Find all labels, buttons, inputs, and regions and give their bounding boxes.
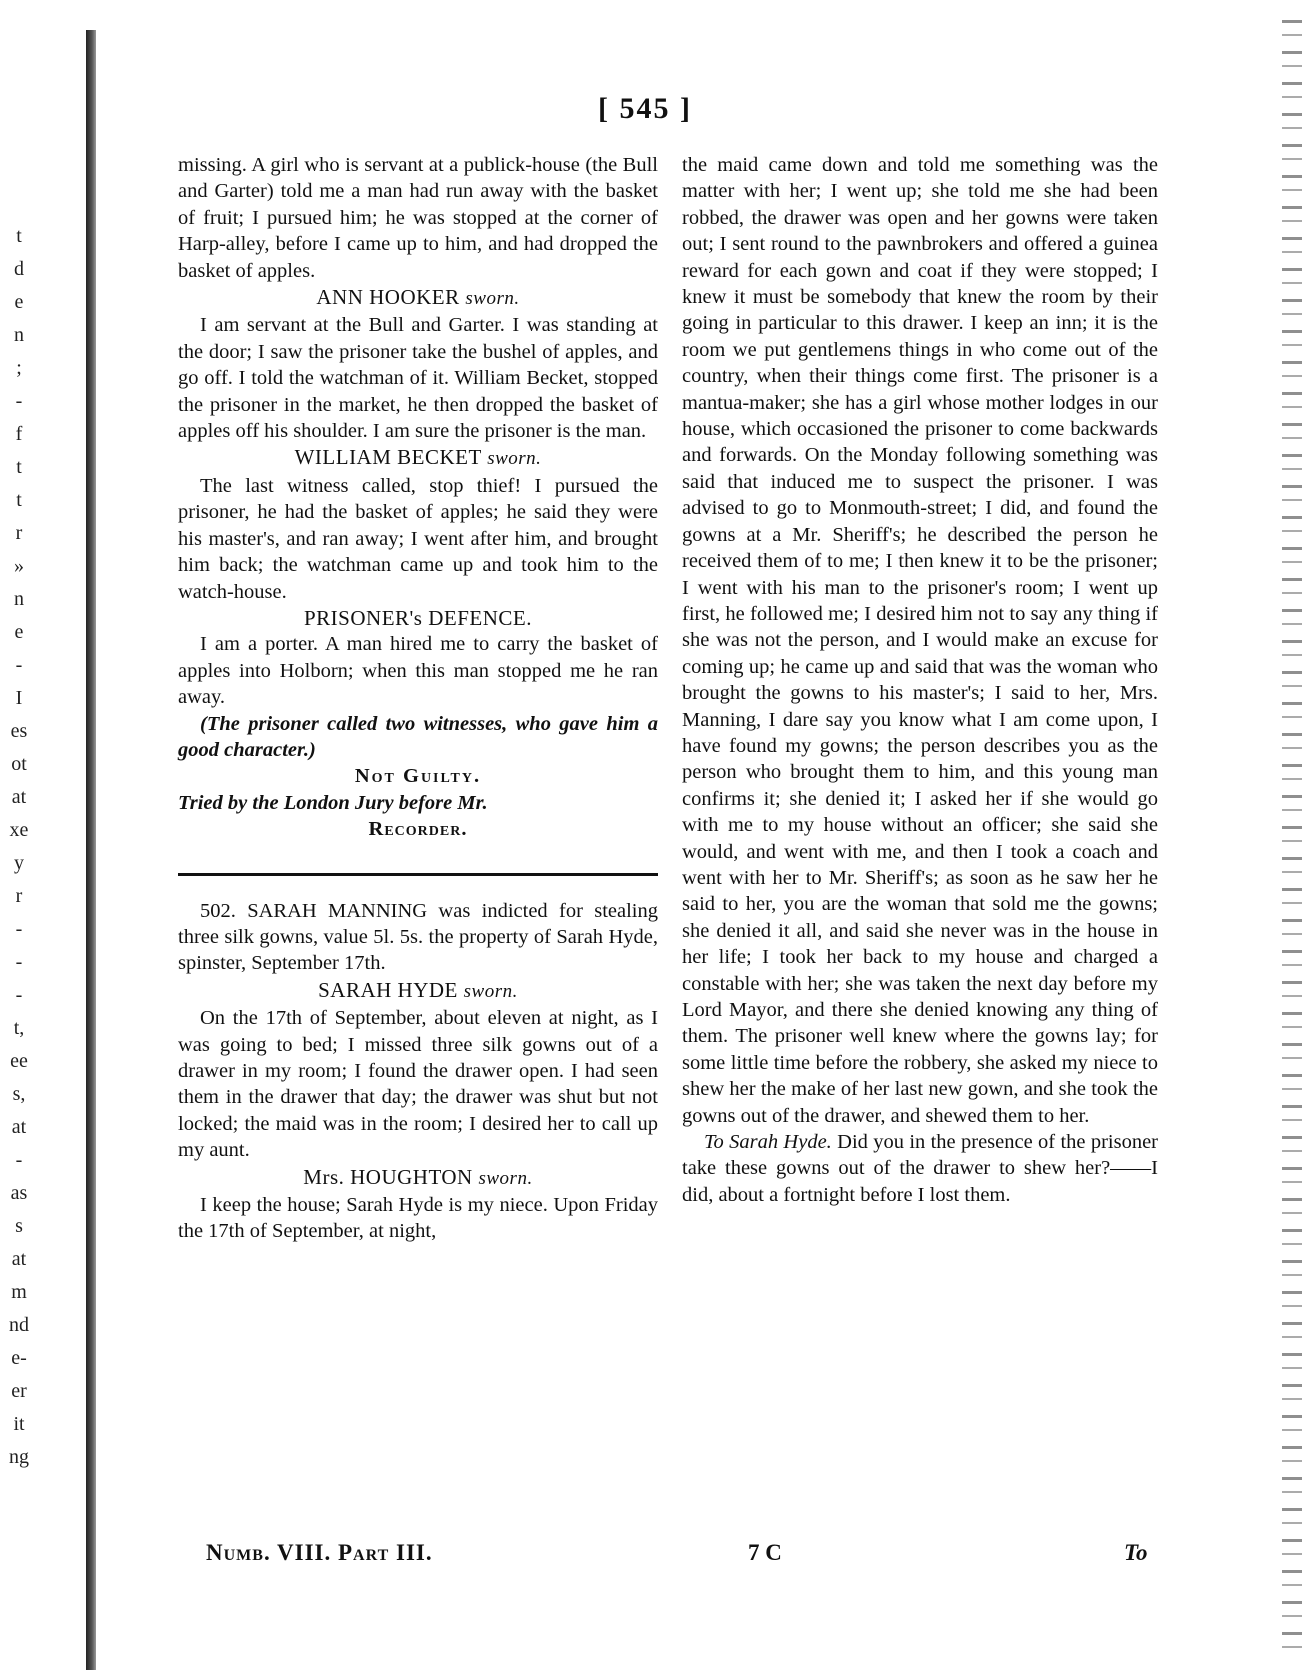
bleed-char: n [14, 324, 24, 346]
catchword: To [1124, 1540, 1148, 1565]
witness-heading [178, 284, 658, 312]
bleed-char: ot [11, 753, 27, 775]
testimony-paragraph: On the 17th of September, about eleven at night, as I was going to bed; I missed three silk gowns out of a drawer in my room; I found the drawer open. I had seen them in the drawer that day; the drawer was shut but not locked; the maid was in the room; I desired her to call up my aunt. [178, 1007, 658, 1162]
bleed-char: d [14, 258, 24, 280]
bleed-char: e [14, 291, 24, 313]
bleed-char: - [15, 1149, 23, 1171]
bleed-char: at [11, 1248, 27, 1270]
recorder-line: Recorder. [368, 818, 468, 841]
bleed-char: nd [9, 1314, 29, 1336]
witness-name: Mrs. HOUGHTON [303, 1164, 473, 1189]
sworn-label: sworn. [487, 448, 542, 470]
bleed-char: at [11, 1116, 27, 1138]
question-lead: To Sarah Hyde. [704, 1131, 832, 1154]
witness-heading [178, 444, 658, 472]
witness-name: ANN HOOKER [316, 285, 460, 310]
testimony-paragraph: I keep the house; Sarah Hyde is my niece. Upon Friday the 17th of September, at night, [178, 1194, 658, 1243]
bleed-char: t [16, 456, 22, 478]
continued-text: missing. A girl who is servant at a publick-house (the Bull and Garter) told me a man had run away with the basket of fruit; I pursued him; he was stopped at the corner of Harp-alley, before I came up to him, and had dropped the basket of apples. [178, 154, 658, 282]
signature-mark: Numb. VIII. Part III. [206, 1540, 433, 1565]
witness-name: SARAH HYDE [318, 977, 458, 1002]
testimony-paragraph: The last witness called, stop thief! I pursued the prisoner, he had the basket of apples; he said they were his master's, and ran away; I went after him, and brought him back; the watchman came up and took him to the watch-house. [178, 474, 658, 603]
bleed-char: xe [9, 819, 29, 841]
bleed-char: - [15, 918, 23, 940]
bleed-char: ; [16, 357, 22, 379]
witness-heading [178, 605, 658, 631]
bleed-char: er [11, 1380, 27, 1402]
bleed-char: I [15, 687, 23, 709]
bleed-char: r [15, 885, 23, 907]
bleed-char: t [16, 225, 22, 247]
bleed-char: - [15, 390, 23, 412]
bleed-char: s, [12, 1083, 26, 1105]
bleed-char: it [13, 1413, 25, 1435]
bleed-char: y [14, 852, 24, 874]
testimony-paragraph: I am servant at the Bull and Garter. I was standing at the door; I saw the prisoner take the bushel of apples, and go off. I told the watchman of it. William Becket, stopped the prisoner in the market, he then dropped the basket of apples off his shoulder. I am sure the prisoner is the man. [178, 314, 658, 443]
bleed-char: ee [10, 1050, 28, 1072]
bleed-char: es [10, 720, 28, 742]
bleed-char: - [15, 984, 23, 1006]
bleed-char: as [10, 1182, 28, 1204]
bleed-char: ng [9, 1446, 29, 1468]
right-edge-bleed [1282, 20, 1302, 1660]
bleed-char: r [15, 522, 23, 544]
section-rule [178, 873, 658, 876]
continued-text: the maid came down and told me something was the matter with her; I went up; she told me she had been robbed, the drawer was open and her gowns were taken out; I sent round to the pawnbrokers and offered a guinea reward for each gown and coat if they were stopped; I knew it must be somebody that knew the room by their going in particular to this drawer. I keep an inn; it is the room we put gentlemens things in who come out of the country, when their things come first. The prisoner is a mantua-maker; she has a girl whose mother lodges in our house, which occasioned the prisoner to come backwards and forwards. On the Monday following something was said that induced me to suspect the prisoner. I was advised to go to Monmouth-street; I did, and found the gowns at a Mr. Sheriff's; he described the person he received them of to me; I then knew it to be the prisoner; I went with his man to the prisoner's room; I went up first, he followed me; I desired him not to say any thing if she was not the person, and I would make an excuse for coming up; he came up and said that was the woman who brought the gowns to his master's; I said to her, Mrs. Manning, I dare say you know what I am come upon, I have found my gowns; the person describes you as the person who brought them to him, and this young man confirms it; she denied it; I asked her if she would go with me to my house without an officer; she said she would, and went with me, and then I took a coach and went with her to Mr. Sheriff's; as soon as he saw her he said to her, you are the woman that sold me the gowns; she denied it all, and said she never was in the house in her life; I took her back to my house and charged a constable with her; she was taken the next day before my Lord Mayor, and there she denied knowing any thing of them. The prisoner well knew where the gowns lay; for some little time before the robbery, she asked my niece to shew her the make of her last new gown, and she took the gowns out of the drawer, and shewed them to her. [682, 154, 1158, 1127]
sworn-label: sworn. [478, 1167, 533, 1189]
testimony-paragraph [682, 1129, 1158, 1208]
testimony-paragraph: 502. SARAH MANNING was indicted for stealing three silk gowns, value 5l. 5s. the property of Sarah Hyde, spinster, September 17th. [178, 899, 658, 975]
witness-heading [178, 977, 658, 1005]
witness-name: PRISONER's DEFENCE. [304, 605, 532, 630]
bleed-char: e [14, 621, 24, 643]
bleed-char: » [14, 555, 24, 577]
bleed-char: e- [11, 1347, 27, 1369]
bleed-char: - [15, 951, 23, 973]
witness-name: WILLIAM BECKET [294, 445, 482, 470]
testimony-paragraph: I am a porter. A man hired me to carry the basket of apples into Holborn; when this man stopped me he ran away. [178, 633, 658, 709]
sworn-label: sworn. [465, 288, 520, 310]
bleed-char: m [11, 1281, 27, 1303]
verdict: Not Guilty. [354, 765, 482, 788]
bleed-char: t, [13, 1017, 25, 1039]
sworn-label: sworn. [463, 980, 518, 1002]
page-number: [ 545 ] [598, 92, 692, 125]
bleed-char: - [15, 654, 23, 676]
gathering-mark: 7 C [748, 1540, 782, 1565]
bleed-char: n [14, 588, 24, 610]
bleed-char: f [15, 423, 23, 445]
witness-heading [178, 1164, 658, 1192]
bleed-char: t [16, 489, 22, 511]
bleed-char: at [11, 786, 27, 808]
book-spine-shadow [86, 30, 96, 1670]
tried-line: Tried by the London Jury before Mr. [178, 791, 488, 814]
left-column [178, 152, 658, 1245]
witness-note: (The prisoner called two witnesses, who gave him a good character.) [178, 712, 658, 761]
question-text: Did you in the presence of the prisoner take these gowns out of the drawer to shew her?——I did, about a fortnight before I lost them. [682, 1131, 1158, 1206]
left-page-bleed [4, 220, 34, 1468]
right-column [682, 152, 1158, 1208]
bleed-char: s [15, 1215, 23, 1237]
